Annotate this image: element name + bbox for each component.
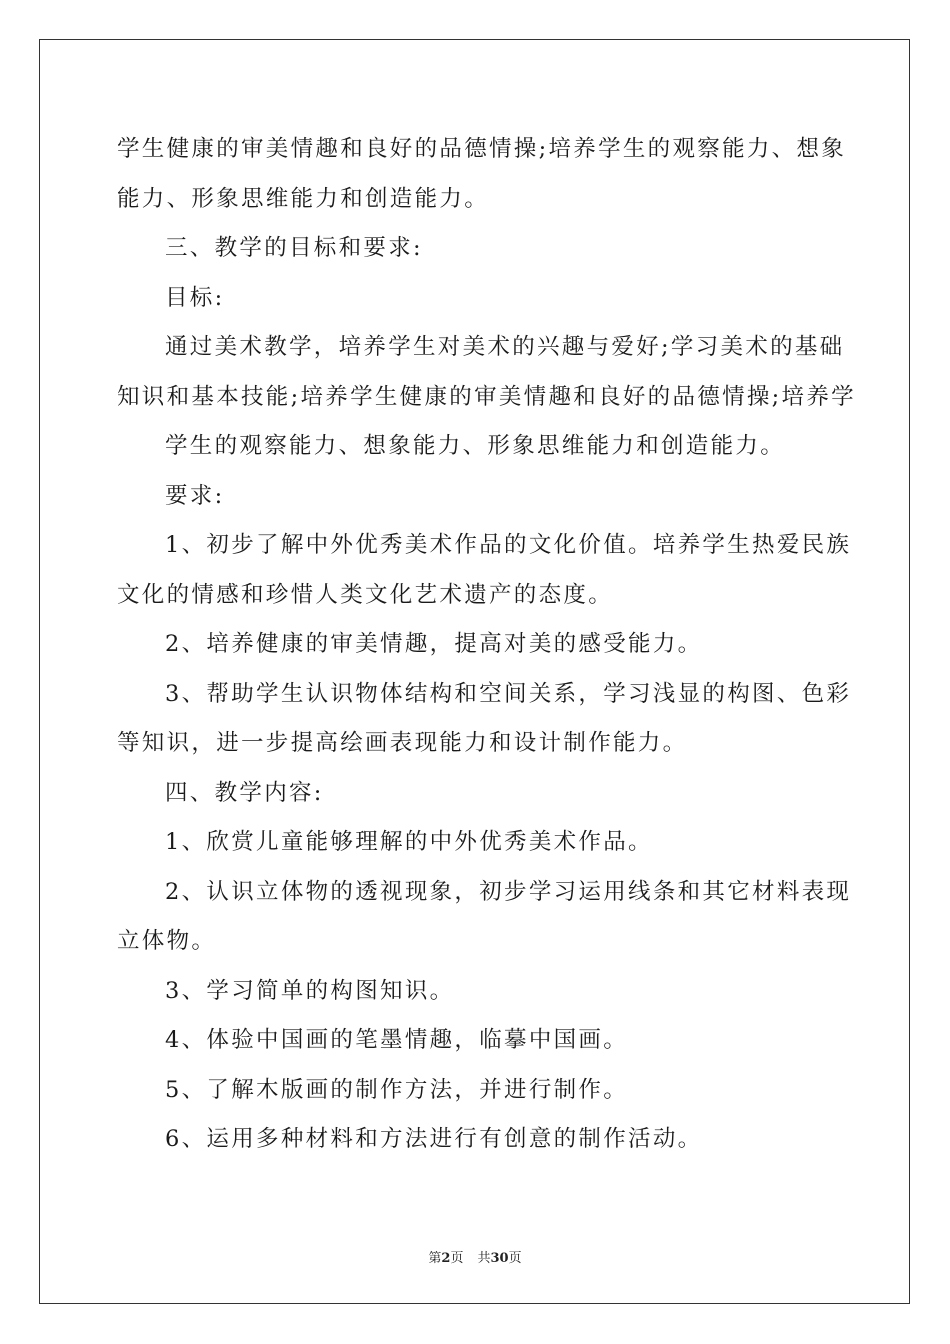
text-line: 能力、形象思维能力和创造能力。 (117, 185, 490, 212)
page-footer (0, 1247, 950, 1266)
text-line: 2、认识立体物的透视现象，初步学习运用线条和其它材料表现 (165, 878, 852, 905)
document-body (117, 128, 856, 1168)
total-label-prefix: 共 (477, 1251, 491, 1266)
text-line: 通过美术教学，培养学生对美术的兴趣与爱好;学习美术的基础 (165, 334, 845, 360)
text-line: 立体物。 (117, 928, 217, 954)
text-line: 3、学习简单的构图知识。 (165, 977, 455, 1004)
text-line: 5、了解木版画的制作方法，并进行制作。 (165, 1076, 629, 1103)
text-line: 1、初步了解中外优秀美术作品的文化价值。培养学生热爱民族 (165, 532, 852, 558)
text-line: 4、体验中国画的笔墨情趣，临摹中国画。 (165, 1027, 629, 1053)
page-label-suffix: 页 (450, 1251, 464, 1266)
text-line: 6、运用多种材料和方法进行有创意的制作活动。 (165, 1126, 703, 1152)
current-page-number: 2 (441, 1251, 451, 1266)
text-line: 2、培养健康的审美情趣，提高对美的感受能力。 (165, 631, 703, 657)
total-page-number: 30 (490, 1251, 509, 1266)
text-line: 学生健康的审美情趣和良好的品德情操;培养学生的观察能力、想象 (117, 136, 847, 162)
text-line: 要求: (165, 482, 225, 509)
text-line: 1、欣赏儿童能够理解的中外优秀美术作品。 (165, 829, 653, 855)
text-line: 等知识，进一步提高绘画表现能力和设计制作能力。 (117, 730, 688, 756)
total-label-suffix: 页 (508, 1251, 522, 1266)
text-line: 四、教学内容: (165, 779, 324, 806)
text-line: 目标: (165, 284, 225, 311)
text-line: 知识和基本技能;培养学生健康的审美情趣和良好的品德情操;培养学 (117, 383, 856, 410)
text-line: 学生的观察能力、想象能力、形象思维能力和创造能力。 (165, 433, 786, 459)
text-line: 三、教学的目标和要求: (165, 235, 423, 261)
text-line: 文化的情感和珍惜人类文化艺术遗产的态度。 (117, 581, 614, 608)
text-line: 3、帮助学生认识物体结构和空间关系，学习浅显的构图、色彩 (165, 680, 852, 707)
page-label-prefix: 第 (428, 1251, 442, 1266)
